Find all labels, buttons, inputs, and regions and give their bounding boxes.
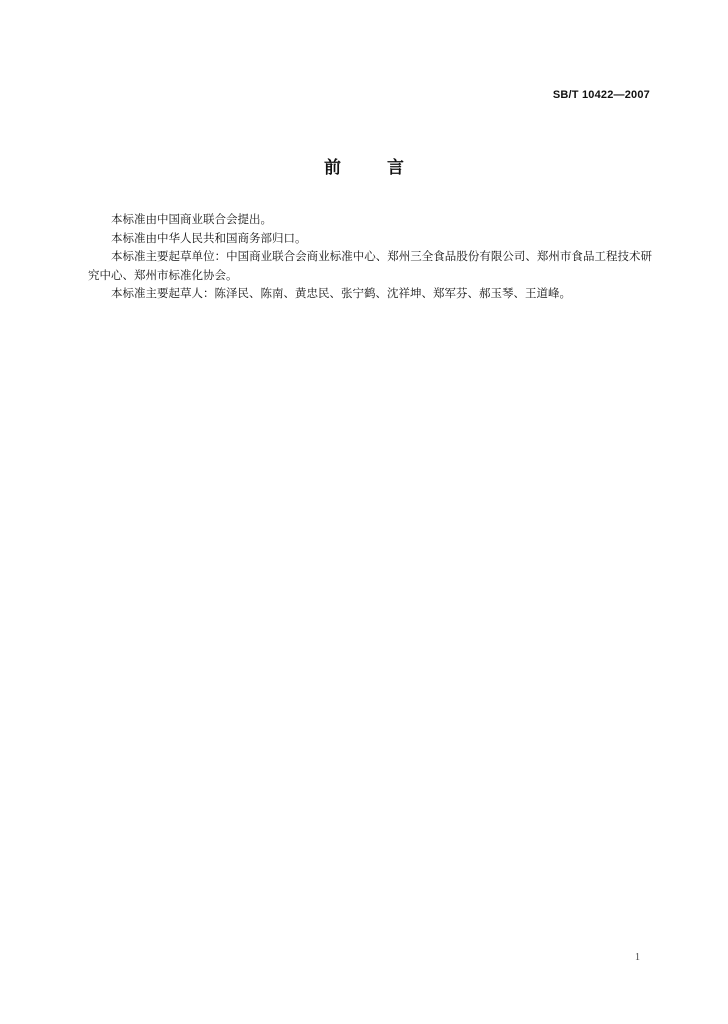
paragraph-drafting-units: 本标准主要起草单位：中国商业联合会商业标准中心、郑州三全食品股份有限公司、郑州市食品工程技术研究中心、郑州市标准化协会。: [88, 249, 652, 282]
foreword-body: [88, 210, 652, 303]
standard-number: SB/T 10422—2007: [552, 89, 650, 101]
paragraph-administrator: 本标准由中华人民共和国商务部归口。: [111, 230, 307, 245]
paragraph-proposer: 本标准由中国商业联合会提出。: [111, 212, 272, 226]
page-number: 1: [635, 952, 640, 963]
page-title: [0, 153, 728, 178]
paragraph-drafters: 本标准主要起草人：陈泽民、陈南、黄忠民、张宁鹤、沈祥坤、郑军芬、郝玉琴、王道峰。: [111, 286, 571, 300]
title-char-1: 前: [324, 158, 341, 178]
title-char-2: 言: [387, 158, 404, 178]
